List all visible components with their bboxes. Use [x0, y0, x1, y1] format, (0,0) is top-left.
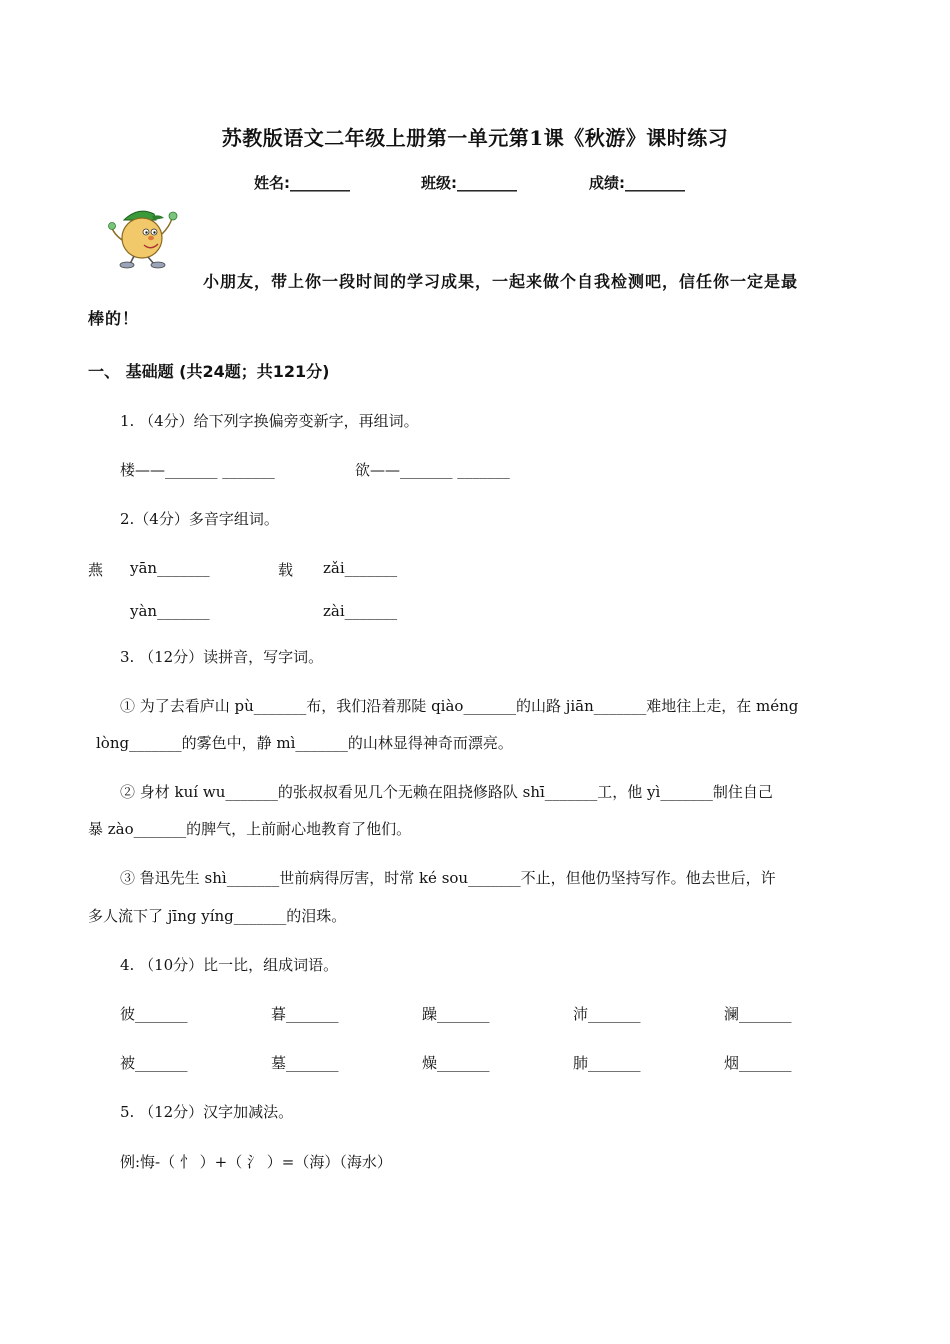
question-3-s2-line-1: ② 身材 kuí wu_______的张叔叔看见几个无赖在阻挠修路队 shī_______工，他 yì_______制住自己	[120, 783, 773, 801]
section-heading: 一、 基础题 (共24题；共121分)	[88, 362, 330, 381]
question-4-row1-item: 彼_______	[120, 1005, 188, 1023]
name-field: 姓名:________	[254, 174, 350, 192]
score-field: 成绩:________	[589, 174, 685, 192]
question-2-char-1: 燕	[88, 561, 104, 579]
intro-line-2: 棒的！	[88, 309, 140, 328]
question-2-pinyin-2b: zài_______	[323, 602, 398, 620]
question-4-row2-item: 墓_______	[271, 1054, 339, 1072]
question-1-stem: 1. （4分）给下列字换偏旁变新字，再组词。	[120, 412, 419, 430]
question-2-pinyin-1a: yān_______	[130, 559, 210, 577]
question-3-s1-line-1: ① 为了去看庐山 pù_______布，我们沿着那陡 qiào_______的山路 jiān_______难地往上走，在 méng	[120, 697, 799, 715]
question-2-pinyin-1b: yàn_______	[130, 602, 210, 620]
question-1-item-b: 欲——_______ _______	[355, 461, 510, 479]
class-field: 班级:________	[421, 174, 517, 192]
question-2-char-2: 载	[278, 561, 294, 579]
question-4-row2-item: 烟_______	[724, 1054, 792, 1072]
question-4-row1-item: 躁_______	[422, 1005, 490, 1023]
intro-line-1: 小朋友，带上你一段时间的学习成果，一起来做个自我检测吧，信任你一定是最	[203, 272, 799, 291]
question-4-row2-item: 燥_______	[422, 1054, 490, 1072]
question-2-pinyin-2a: zǎi_______	[323, 559, 398, 577]
question-3-s3-line-2: 多人流下了 jīng yíng_______的泪珠。	[88, 907, 347, 925]
question-4-row1-item: 暮_______	[271, 1005, 339, 1023]
page-title: 苏教版语文二年级上册第一单元第1课《秋游》课时练习	[221, 126, 729, 150]
question-3-s3-line-1: ③ 鲁迅先生 shì_______世前病得厉害，时常 ké sou_______不止，但他仍坚持写作。他去世后，许	[120, 869, 776, 887]
question-4-row2-item: 肺_______	[573, 1054, 641, 1072]
question-5-stem: 5. （12分）汉字加减法。	[120, 1103, 294, 1121]
mascot-image	[108, 204, 188, 270]
question-3-s2-line-2: 暴 zào_______的脾气，上前耐心地教育了他们。	[88, 820, 412, 838]
question-3-s1-line-2: lòng_______的雾色中，静 mì_______的山林显得神奇而漂亮。	[96, 734, 513, 752]
question-4-row1-item: 澜_______	[724, 1005, 792, 1023]
question-2-stem: 2.（4分）多音字组词。	[120, 510, 279, 528]
question-1-item-a: 楼——_______ _______	[120, 461, 275, 479]
question-4-row1-item: 沛_______	[573, 1005, 641, 1023]
question-4-row2-item: 被_______	[120, 1054, 188, 1072]
question-4-stem: 4. （10分）比一比，组成词语。	[120, 956, 339, 974]
question-3-stem: 3. （12分）读拼音，写字词。	[120, 648, 324, 666]
question-5-example: 例:悔-（ 忄 ）+（ 氵 ）=（海）（海水）	[120, 1153, 392, 1171]
